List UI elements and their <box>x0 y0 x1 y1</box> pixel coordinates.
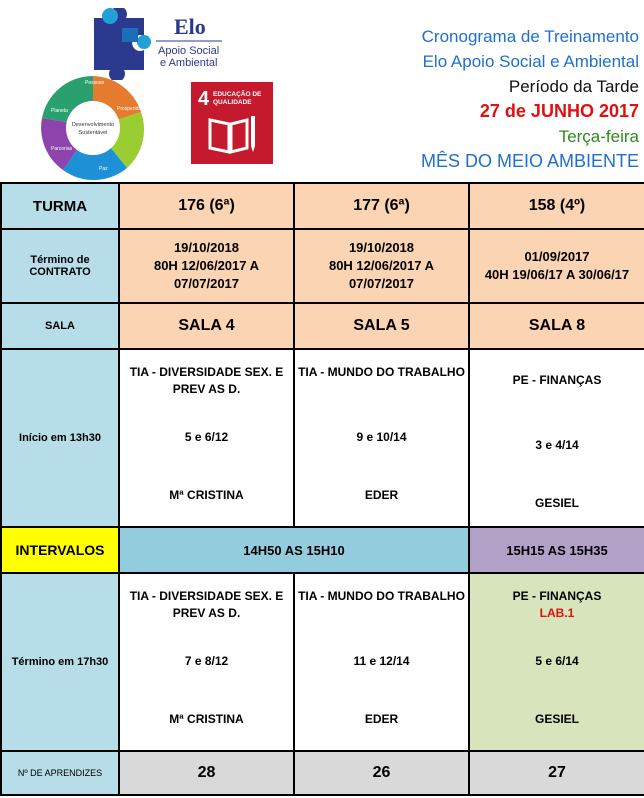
label-termino-contrato-line1: Término de <box>30 254 90 266</box>
class-teacher: EDER <box>364 488 399 502</box>
class-subject: PE - FINANÇAS <box>512 589 602 603</box>
label-aprendizes: Nº DE APRENDIZES <box>1 751 119 795</box>
ods-label: EDUCAÇÃO DE QUALIDADE <box>213 91 262 106</box>
row-aprendizes <box>1 751 644 795</box>
schedule-table <box>0 182 644 796</box>
title-block <box>421 24 639 174</box>
brand-name: Elo <box>174 14 206 39</box>
turma-cell: 158 (4º) <box>469 183 644 229</box>
sala-cell: SALA 8 <box>469 303 644 349</box>
month-theme-line: MÊS DO MEIO AMBIENTE <box>420 151 639 171</box>
label-sala: SALA <box>1 303 119 349</box>
class-cell <box>119 573 294 751</box>
class-sessions: 5 e 6/14 <box>535 654 579 668</box>
contract-period: 40H 19/06/17 A 30/06/17 <box>484 267 630 282</box>
circle-label-pessoas: Pessoas <box>85 80 105 86</box>
class-sessions: 11 e 12/14 <box>353 654 410 668</box>
header <box>0 0 644 182</box>
sala-cell: SALA 5 <box>294 303 469 349</box>
label-intervalos: INTERVALOS <box>1 527 119 573</box>
label-inicio: Início em 13h30 <box>1 349 119 527</box>
circle-label-prosperidade: Prosperidade <box>117 106 147 112</box>
title-line-1: Cronograma de Treinamento <box>421 27 639 46</box>
circle-center-2: Sustentável <box>78 130 108 136</box>
label-termino: Término em 17h30 <box>1 573 119 751</box>
contract-end: 19/10/2018 <box>173 240 240 255</box>
aprendizes-count: 26 <box>294 751 469 795</box>
sala-cell: SALA 4 <box>119 303 294 349</box>
class-lab: LAB.1 <box>539 606 575 620</box>
contract-cell <box>119 229 294 303</box>
interval-last: 15H15 AS 15H35 <box>469 527 644 573</box>
ods-number: 4 <box>198 88 210 110</box>
class-cell <box>119 349 294 527</box>
period-line: Período da Tarde <box>508 77 639 96</box>
contract-end: 01/09/2017 <box>524 249 590 264</box>
class-subject: TIA - MUNDO DO TRABALHO <box>298 365 465 379</box>
row-turma <box>1 183 644 229</box>
brand-sub2: e Ambiental <box>160 57 218 69</box>
aprendizes-count: 27 <box>469 751 644 795</box>
class-sessions: 5 e 6/12 <box>184 430 229 444</box>
turma-cell: 177 (6ª) <box>294 183 469 229</box>
label-turma: TURMA <box>1 183 119 229</box>
class-sessions: 3 e 4/14 <box>535 438 579 452</box>
class-subject: PE - FINANÇAS <box>512 373 602 387</box>
contract-cell <box>469 229 644 303</box>
weekday-line: Terça-feira <box>558 127 639 146</box>
contract-end: 19/10/2018 <box>348 240 415 255</box>
class-teacher: GESIEL <box>534 712 579 726</box>
class-cell <box>469 349 644 527</box>
class-sessions: 9 e 10/14 <box>356 430 407 444</box>
elo-logo <box>86 8 226 80</box>
aprendizes-count: 28 <box>119 751 294 795</box>
circle-label-parcerias: Parcerias <box>51 146 73 152</box>
circle-center-1: Desenvolvimento <box>71 122 115 128</box>
brand-sub1: Apoio Social <box>158 45 220 57</box>
label-termino-contrato-line2: CONTRATO <box>29 266 91 278</box>
row-contrato <box>1 229 644 303</box>
circle-label-planeta: Planeta <box>51 108 68 114</box>
sustainable-development-circle <box>37 72 149 184</box>
interval-shared: 14H50 AS 15H10 <box>119 527 469 573</box>
row-inicio <box>1 349 644 527</box>
class-cell <box>469 573 644 751</box>
class-teacher: Mª CRISTINA <box>169 712 244 726</box>
label-termino-contrato <box>1 229 119 303</box>
class-cell <box>294 573 469 751</box>
title-line-2: Elo Apoio Social e Ambiental <box>422 52 639 71</box>
class-teacher: GESIEL <box>534 496 579 510</box>
class-teacher: Mª CRISTINA <box>169 488 244 502</box>
contract-period-end: 07/07/2017 <box>348 276 415 291</box>
contract-period: 80H 12/06/2017 A <box>153 258 260 273</box>
ods-quality-education-badge <box>191 82 273 164</box>
date-line: 27 de JUNHO 2017 <box>479 101 639 121</box>
class-subject: TIA - MUNDO DO TRABALHO <box>298 589 465 603</box>
row-sala <box>1 303 644 349</box>
class-teacher: EDER <box>364 712 399 726</box>
contract-cell <box>294 229 469 303</box>
row-intervalos <box>1 527 644 573</box>
turma-cell: 176 (6ª) <box>119 183 294 229</box>
class-subject: TIA - DIVERSIDADE SEX. E PREV AS D. <box>129 365 284 396</box>
class-cell <box>294 349 469 527</box>
row-termino <box>1 573 644 751</box>
class-sessions: 7 e 8/12 <box>184 654 229 668</box>
class-subject: TIA - DIVERSIDADE SEX. E PREV AS D. <box>129 589 284 620</box>
circle-label-paz: Paz <box>99 166 108 172</box>
contract-period: 80H 12/06/2017 A <box>328 258 435 273</box>
contract-period-end: 07/07/2017 <box>173 276 240 291</box>
book-pencil-icon <box>207 112 257 158</box>
